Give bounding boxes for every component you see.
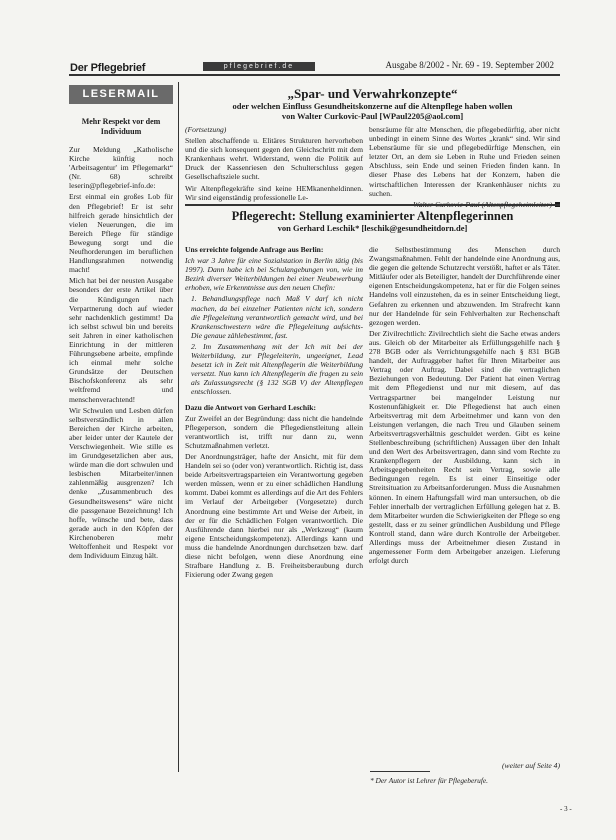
article1-col-left — [185, 125, 363, 200]
header-rule — [69, 74, 560, 76]
answer-paragraph: Der Zivilrechtlich: Zivilrechtlich sieht die Sache etwas anders aus. Gleich ob der Mitarbeiter als Erfüllungsgehilfe nach § 278 BGB oder als Verrichtungsgehilfe nach § 831 BGB handelt, der Auftraggeber haftet für Ihren Mitarbeiter aus Vertrag oder Auftrag. Dabei sind die vertraglichen Beziehungen von Bedeutung. Der Patient hat einen Vertrag mit dem Pflegedienst und nur mit diesem, auf das Vertragspartner bei mangelnder Leistung nur Kostenunfähigkeit er. Die Pflegedienst hat auch einen Arbeitsvertrag mit dem Arbeitnehmer und kann von den Leistungen verlangen, die nach Treu und Glauben seinem Arbeitsvertragsverhältnis geschuldet werden. Gibt es keine Stellenbeschreibung (schriftlichen) Aussagen über den Inhalt und den Wert des Arbeitsvertragen, dann sind vom Rechte zu Krankenpflegern der Ausbildung, kann sich in Arbeitsgegebenheiten Recht sein Vertrag, sowie alle Bedingungen regeln. Es ist einer Einseitige oder Streitsituation zu Arbeitsanforderungen. Muss die Ausnahmen können. In einem Haftungsfall wird man untersuchen, ob die Fehler innerhalb der vertraglichen Erfüllung gelegen hat z. B. dem Mitarbeiter wurden die Schwierigkeiten der Pflege so eng gestellt, dass er zu seiner gründlichen Ausbildung und Pflege Kontroll stand, dann wäre durch Kontrolle der Arbeitgeber. Allerdings muss der Arbeitnehmer diesen Zustand in angemessener Form dem Arbeitgeber anzeigen. Lieferung erfolgt durch — [369, 328, 560, 566]
article1-title: „Spar- und Verwahrkonzepte“ — [287, 86, 458, 101]
page-number: - 3 - — [560, 805, 572, 813]
header-band: pflegebrief.de — [203, 62, 315, 71]
answer-paragraph: Zur Zweifel an der Begründung: dass nicht die handelnde Pflegeperson, sondern die Pflegedienstleitung allein verantwortlich ist, trifft nur dann zu, wenn Schutzmaßnahmen verletzt. — [185, 413, 363, 450]
footnote: * Der Autor ist Lehrer für Pflegeberufe. — [370, 776, 489, 785]
sidebar-paragraph: Zur Meldung „Katholische Kirche künftig noch 'Arbeitsagentur' im Pflegemarkt“ (Nr. 68) schreibt leserin@pflegebrief-info.de: — [69, 145, 173, 191]
continuation-label: (Fortsetzung) — [185, 125, 227, 134]
article2-col-right — [369, 245, 560, 765]
sidebar-paragraph: Wir Schwulen und Lesben dürfen selbstverständlich in allen Bereichen der Kirche arbeiten, aber leider unter der Kautele der Verschwiegenheit. Wie stille es im Grundgesetzlichen aber aus, würde man die dort schwulen und lesbischen Mitarbeiter/innen zahlenmäßig ausgrenzen? Ich denke „Zusammenbruch des Gesundheitswesens“ wäre nicht die passgenaue Bezeichnung! Ich hoffe, wünsche und bete, dass gerade auch in den Köpfen der Kirchenoberen mehr Weltoffenheit und Respekt vor dem Individuum Einzug hält. — [69, 405, 173, 561]
question-item: 1. Behandlungspflege nach Maß V darf ich nicht machen, da bei einzelner Patienten nicht ich, sondern die Pflegeleitung verantwortlich gemacht wird, und bei Krankenschwestern wäre die Pflegeleitung aufsichts- Die genaue zählebestimmt, fast. — [191, 294, 363, 340]
publication-name: Der Pflegebrief — [70, 62, 146, 74]
article2-byline: von Gerhard Leschik* [leschik@gesundheitdorn.de] — [277, 223, 468, 233]
article2-title: Pflegerecht: Stellung examinierter Altenpflegerinnen — [231, 209, 514, 223]
answer-heading: Dazu die Antwort von Gerhard Leschik: — [185, 402, 316, 412]
sidebar-paragraph: Mich hat bei der neusten Ausgabe besonders der erste Artikel über die Kündigungen nach Verpartnerung doch auf wieder sehr nachdenklich gestimmt! Da ich selbst schwul bin und bereits seit Jahren in einer katholischen Einrichtung in der mittleren Führungsebene arbeite, empfinde ich einmal mehr solche Grundsätze der Deutschen Bischofskonferenz als sehr weltfremd und menschenverachtend! — [69, 276, 173, 404]
answer-paragraph: Der Anordnungsträger, hafte der Ansicht, mit für dem Handeln sei so (oder von) verantwortlich. Richtig ist, dass beide Arbeitsvertragsparteien ein Verantwortung gegeben werden müssen, wenn er zu einer schädlichen Handlung kommt. Dabei kommt es allerdings auf die Art des Fehlers im Verlauf der Arbeitgeber (Vorgesetzte) durch Anordnung eine bestimmte Art und Weise der Arbeit, in der er für die Schädlichen Folgen verantwortlich. Die Ausführende dann hierbei nur als „Werkzeug“ (kaum eigene Entscheidungskompetenz). Allerdings kann und muss die handelnde Anordnungen durchsetzen bzw. darf diese nicht befolgen, wenn diese Anordnung eine Strafbare Handlung z. B. Freiheitsberaubung durch Fixierung oder Zwang gegen — [185, 451, 363, 580]
footnote-rule — [370, 771, 430, 772]
intro-heading: Uns erreichte folgende Anfrage aus Berlin: — [185, 245, 324, 254]
article2-col-left — [185, 245, 363, 765]
sidebar-title: Mehr Respekt vor dem Individuum — [81, 117, 161, 136]
sidebar-body — [69, 145, 173, 755]
article1-subtitle-line: oder welchen Einfluss Gesundheitskonzerne auf die Altenpflege haben wollen — [232, 101, 513, 111]
article1-subtitle — [185, 101, 560, 121]
article1-paragraph: Stellen abschaffende u. Elitäres Strukturen hervorheben und die sich konsequent gegen den Gleichschritt mit dem Krankenhaus wehrt. Widerstand, wenn die Politik auf Druck der Kassenriesen den Schulterschluss gegen Gesellschaftsziele sucht. — [185, 136, 363, 182]
issue-line: Ausgabe 8/2002 - Nr. 69 - 19. September 2002 — [385, 60, 554, 70]
section-label: LESERMAIL — [69, 85, 173, 104]
sidebar-paragraph: Erst einmal ein großes Lob für den Pflegebrief! Er ist sehr hilfreich gerade hinsichtlich der vielen Neuerungen, die im Bereich Pflege für ständige Bewegung sorgt und die Neufhorderungen im beruflichen Handlungsrahmen notwendig macht! — [69, 192, 173, 275]
article1-col-right — [369, 125, 560, 200]
answer-paragraph: die Selbstbestimmung des Menschen durch Zwangsmaßnahmen. Fehlt der handelnde eine Anordnung aus, die gegen die geltende Schutzrecht verstößt, haftet er als Täter. Mitläufer oder als Beteiligter, handelt der Durchführende einer eigenen Entscheidungskompetenz, hat er für die Folgen seines Handelns voll einzustehen, da es in seiner Entscheidung liegt, Gefahren zu erkennen und abzuwenden. Im Strafrecht kann nur der Handelnde für sein Fehlverhalten zur Rechenschaft gezogen werden. — [369, 245, 560, 327]
question-item: 2. Im Zusammenhang mit der Ich mit bei der Weiterbildung, zur Pflegeleiterin, ungeeignet, Lead besetzt ich in Zeit mit Altenpflegerin die Weiterbildung versetzt. Nun kann ich Altenpflegerin die fragen zu sein als Zulassungsrecht (§ 132 SGB V) der Altenpflegen entschlossen. — [191, 341, 363, 397]
article1-paragraph: bensräume für alte Menschen, die pflegebedürftig, aber nicht unbedingt in einem Sinne des Wortes „krank“ sind. Wir sind Lebensräume für sie und pflegebedürftige Menschen, ein letzter Ort, an dem sie Leben in Ruhe und Frieden seinen Abschluss, sein Ende und seinen Frieden finden kann. In dieser Phase des Lebens hat der Konzern, haben die wirtschaftlichen Interessen der Krankenhäuser nichts zu suchen. — [369, 125, 560, 198]
article-separator — [185, 204, 560, 206]
reader-question: Ich war 3 Jahre für eine Sozialstation in Berlin tätig (bis 1997). Dann habe ich bei Schulangebungen von, wie im Bezirk diverser Weiterbildungen bei einer Neubewerbung erhoben, wie Erkenntnisse aus den neuen Chefin: — [185, 256, 363, 293]
column-divider — [178, 82, 179, 772]
continued-note: (weiter auf Seite 4) — [502, 761, 560, 770]
article1-byline: von Walter Curkovic-Paul [WPaul2205@aol.com] — [281, 111, 464, 121]
article1-paragraph: Wir Altenpflegekräfte sind keine HEMkanenheldinnen. Wir sind eigenständig professionelle Le- — [185, 183, 363, 202]
